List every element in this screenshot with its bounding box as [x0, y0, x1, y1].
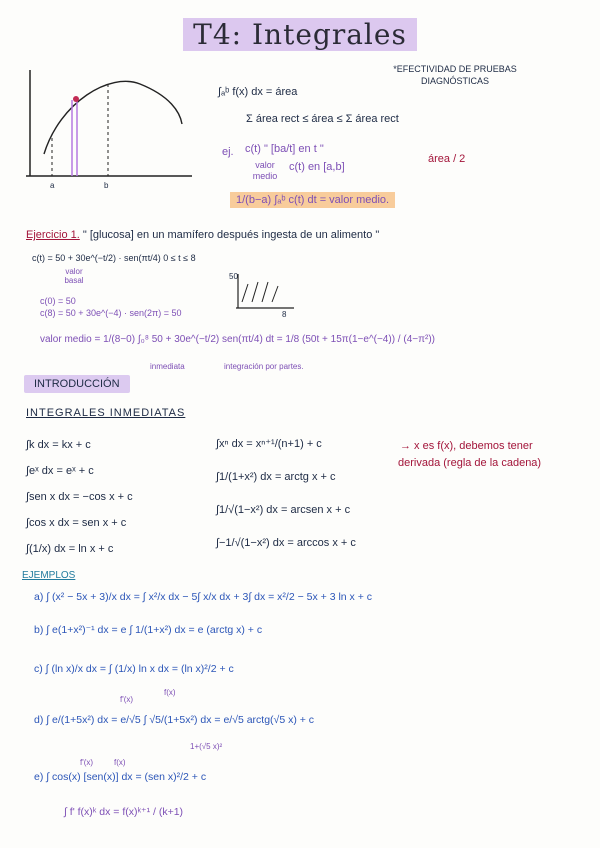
rule-power: ∫xⁿ dx = xⁿ⁺¹/(n+1) + c: [216, 438, 322, 450]
chain-note-line-1: → x es f(x), debemos tener: [400, 440, 533, 452]
general-power-rule: ∫ f' f(x)ᵏ dx = f(x)ᵏ⁺¹ / (k+1): [64, 806, 184, 818]
example-e: e) ∫ cos(x) [sen(x)] dx = (sen x)²/2 + c: [34, 771, 207, 783]
sketch-axis-8: 8: [282, 310, 287, 319]
rule-arctg: ∫1/(1+x²) dx = arctg x + c: [216, 471, 336, 483]
area-graph: [20, 62, 200, 197]
example-d-note: 1+(√5 x)²: [190, 742, 223, 751]
graph-label-b: b: [104, 181, 109, 190]
chain-note-line-2: derivada (regla de la cadena): [398, 457, 542, 469]
basal-note: valor basal: [64, 267, 84, 285]
immediate-integrals-heading: INTEGRALES INMEDIATAS: [26, 407, 186, 419]
example-c: c) ∫ (ln x)/x dx = ∫ (1/x) ln x dx = (ln x)²/2 + c: [34, 663, 234, 675]
note-parts: integración por partes.: [224, 362, 304, 371]
example-e-fprime: f'(x): [80, 758, 94, 767]
right-rules-list: [216, 428, 356, 560]
riemann-inequality: Σ área rect ≤ área ≤ Σ área rect: [246, 113, 399, 125]
mean-value-calculation: valor medio = 1/(8−0) ∫₀⁸ 50 + 30e^(−t/2) sen(πt/4) dt = 1/8 (50t + 15π(1−e^(−4)) / (4−π²)): [40, 334, 435, 345]
mean-value-formula: 1/(b−a) ∫ₐᵇ c(t) dt = valor medio.: [230, 194, 395, 206]
side-note: *EFECTIVIDAD DE PRUEBAS DIAGNÓSTICAS: [393, 64, 517, 86]
rule-arcsen: ∫1/√(1−x²) dx = arcsen x + c: [216, 504, 351, 516]
example-c-fprime: f'(x): [120, 695, 134, 704]
example-e-f: f(x): [114, 758, 126, 767]
example-d: d) ∫ e/(1+5x²) dx = e/√5 ∫ √5/(1+5x²) dx = e/√5 arctg(√5 x) + c: [34, 714, 315, 726]
exercise-text: " [glucosa] en un mamífero después ingesta de un alimento ": [82, 229, 380, 241]
note-immediate: inmediata: [150, 362, 185, 371]
exercise-statement: [26, 229, 379, 241]
rule-cosine: ∫cos x dx = sen x + c: [26, 517, 127, 529]
left-rules-list: [26, 432, 133, 562]
rule-constant: ∫k dx = kx + c: [26, 439, 91, 451]
valor-medio-label: valor medio: [252, 160, 278, 181]
rule-arccos: ∫−1/√(1−x²) dx = arccos x + c: [216, 537, 356, 549]
sketch-axis-50: 50: [229, 272, 238, 281]
concentration-formula: c(t) = 50 + 30e^(−t/2) · sen(πt/4) 0 ≤ t ≤ 8: [32, 253, 196, 263]
rule-sine: ∫sen x dx = −cos x + c: [26, 491, 133, 503]
intro-badge: INTRODUCCIÓN: [24, 378, 130, 390]
example-c-f: f(x): [164, 688, 176, 697]
graph-label-a: a: [50, 181, 55, 190]
half-area-note: área / 2: [428, 153, 466, 165]
example-label: ej.: [222, 146, 234, 158]
rule-exponential: ∫eˣ dx = eˣ + c: [26, 465, 94, 477]
example-a: a) ∫ (x² − 5x + 3)/x dx = ∫ x²/x dx − 5∫ x/x dx + 3∫ dx = x²/2 − 5x + 3 ln x + c: [34, 591, 373, 603]
rule-reciprocal: ∫(1/x) dx = ln x + c: [26, 543, 114, 555]
exercise-heading: Ejercicio 1.: [26, 229, 80, 241]
example-line-2: c(t) en [a,b]: [289, 161, 345, 173]
examples-heading: EJEMPLOS: [22, 570, 76, 581]
page-title: T4: Integrales: [0, 18, 600, 51]
example-line-1: c(t) " [ba/t] en t ": [245, 143, 324, 155]
example-b: b) ∫ e(1+x²)⁻¹ dx = e ∫ 1/(1+x²) dx = e (arctg x) + c: [34, 624, 263, 636]
c0-value: c(0) = 50: [40, 296, 76, 306]
glucose-sketch: [228, 272, 298, 316]
integral-area-definition: ∫ₐᵇ f(x) dx = área: [218, 86, 298, 98]
c8-value: c(8) = 50 + 30e^(−4) · sen(2π) = 50: [40, 308, 182, 318]
